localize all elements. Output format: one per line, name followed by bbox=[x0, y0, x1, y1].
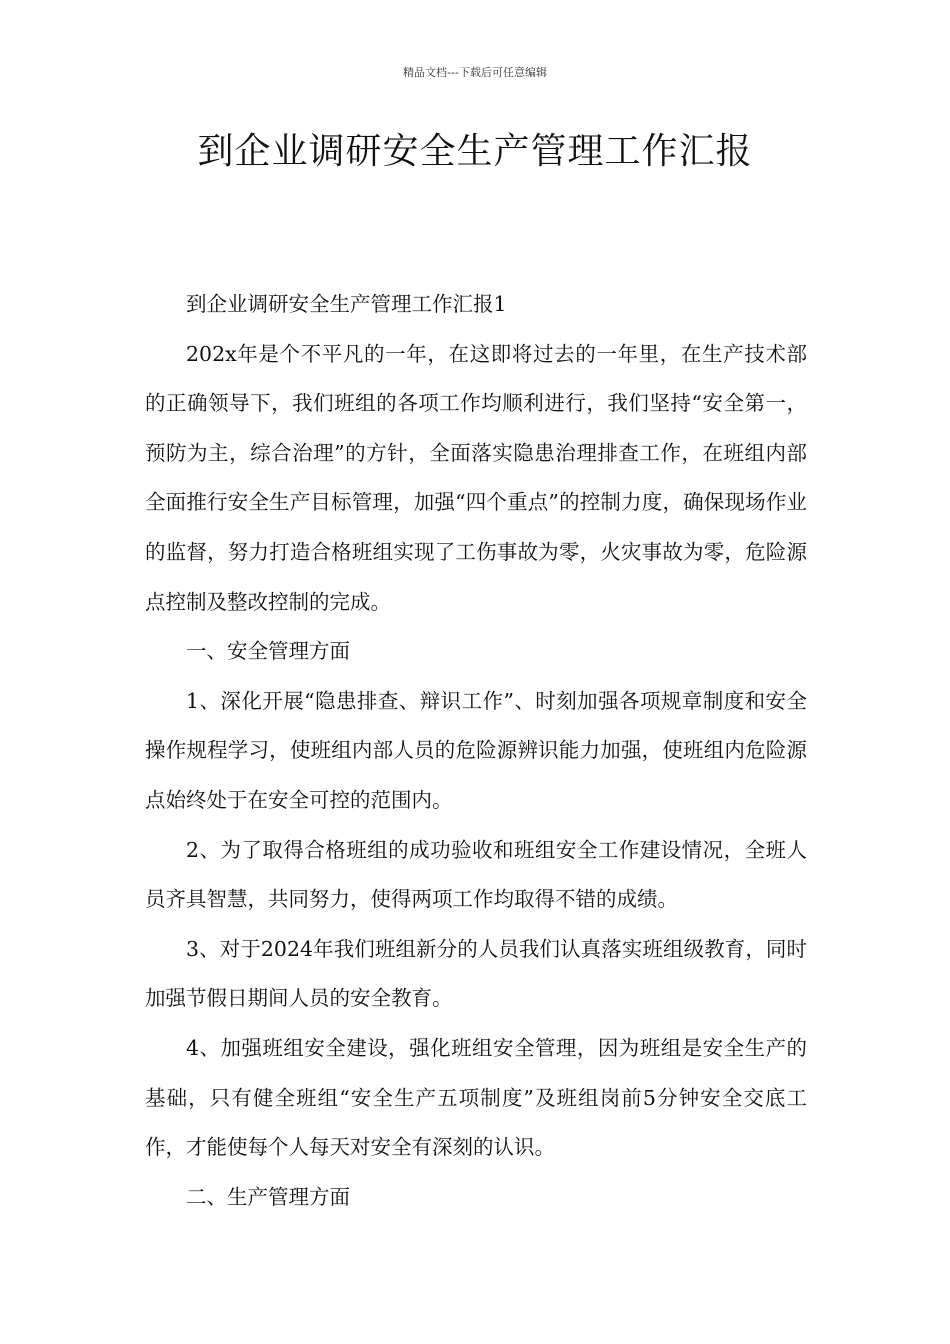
document-body bbox=[145, 280, 807, 1222]
paragraph-item-3: 3、对于2024年我们班组新分的人员我们认真落实班组级教育，同时加强节假日期间人员的安全教育。 bbox=[145, 936, 807, 1011]
document-title: 到企业调研安全生产管理工作汇报 bbox=[197, 131, 753, 172]
paragraph-item-2: 2、为了取得合格班组的成功验收和班组安全工作建设情况，全班人员齐具智慧，共同努力，使得两项工作均取得不错的成绩。 bbox=[145, 837, 807, 912]
paragraph-item-1: 1、深化开展“隐患排查、辩识工作”、时刻加强各项规章制度和安全操作规程学习，使班组内部人员的危险源辨识能力加强，使班组内危险源点始终处于在安全可控的范围内。 bbox=[145, 688, 807, 812]
section-heading-report-1: 到企业调研安全生产管理工作汇报1 bbox=[186, 292, 507, 316]
header-note: 精品文档---下载后可任意编辑 bbox=[403, 66, 547, 79]
paragraph-intro: 202x年是个不平凡的一年，在这即将过去的一年里，在生产技术部的正确领导下，我们班组的各项工作均顺利进行，我们坚持“安全第一，预防为主，综合治理”的方针，全面落实隐患治理排查工作，在班组内部全面推行安全生产目标管理，加强“四个重点”的控制力度，确保现场作业的监督，努力打造合格班组实现了工伤事故为零，火灾事故为零，危险源点控制及整改控制的完成。 bbox=[145, 341, 807, 614]
section-heading-production: 二、生产管理方面 bbox=[186, 1184, 350, 1209]
section-heading-safety: 一、安全管理方面 bbox=[186, 639, 350, 664]
paragraph-item-4: 4、加强班组安全建设，强化班组安全管理，因为班组是安全生产的基础，只有健全班组“安全生产五项制度”及班组岗前5分钟安全交底工作，才能使每个人每天对安全有深刻的认识。 bbox=[145, 1035, 807, 1160]
